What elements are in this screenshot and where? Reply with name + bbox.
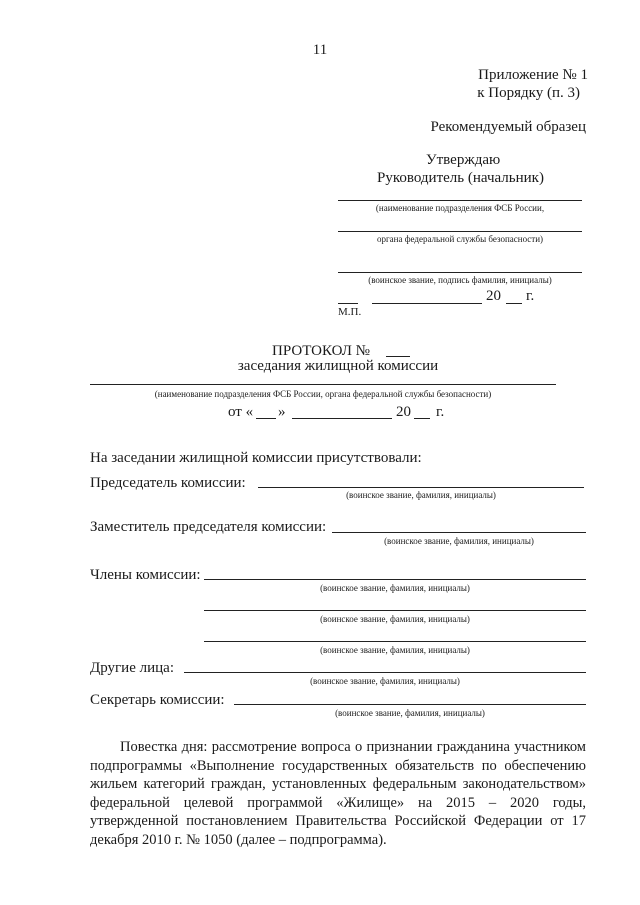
sample-note: Рекомендуемый образец bbox=[430, 119, 586, 135]
approval-year-suffix: г. bbox=[526, 288, 535, 304]
date-month-line bbox=[292, 418, 392, 419]
members-line-1 bbox=[204, 579, 586, 580]
members-caption-1: (воинское звание, фамилия, инициалы) bbox=[320, 583, 470, 593]
approval-year-text: 20 bbox=[486, 288, 501, 304]
members-label: Члены комиссии: bbox=[90, 567, 201, 583]
others-label: Другие лица: bbox=[90, 660, 174, 676]
deputy-line bbox=[332, 532, 586, 533]
attendance-heading: На заседании жилищной комиссии присутствовали: bbox=[90, 450, 422, 466]
agenda-paragraph: Повестка дня: рассмотрение вопроса о признании гражданина участником подпрограммы «Выполнение государственных обязательств по обеспечению жильем категорий граждан, установленных федеральным законодательством» федеральной целевой программой «Жилище» на 2015 – 2020 годы, утвержденной постановлением Правительства Российской Федерации от 17 декабря 2010 г. № 1050 (далее – подпрограмма). bbox=[90, 739, 586, 848]
date-year: 20 bbox=[396, 404, 411, 420]
chairman-line bbox=[258, 487, 584, 488]
members-caption-2: (воинское звание, фамилия, инициалы) bbox=[320, 614, 470, 624]
chairman-caption: (воинское звание, фамилия, инициалы) bbox=[346, 490, 496, 500]
secretary-label: Секретарь комиссии: bbox=[90, 692, 225, 708]
protocol-title: ПРОТОКОЛ № bbox=[272, 343, 370, 359]
deputy-caption: (воинское звание, фамилия, инициалы) bbox=[384, 536, 534, 546]
appendix-line-2: к Порядку (п. 3) bbox=[477, 85, 580, 101]
approval-caption-3: (воинское звание, подпись фамилия, инициалы) bbox=[368, 275, 552, 285]
date-day-line bbox=[256, 418, 276, 419]
secretary-caption: (воинское звание, фамилия, инициалы) bbox=[335, 708, 485, 718]
approval-line-2 bbox=[338, 231, 582, 232]
unit-line bbox=[90, 384, 556, 385]
approval-day-line bbox=[338, 303, 358, 304]
approval-year-line bbox=[506, 303, 522, 304]
approve-label: Утверждаю bbox=[426, 152, 501, 168]
approval-month-line bbox=[372, 303, 482, 304]
protocol-subtitle: заседания жилищной комиссии bbox=[237, 358, 439, 374]
others-line bbox=[184, 672, 586, 673]
date-suffix: г. bbox=[436, 404, 445, 420]
members-line-3 bbox=[204, 641, 586, 642]
unit-caption: (наименование подразделения ФСБ России, органа федеральной службы безопасности) bbox=[154, 389, 492, 399]
stamp-label: М.П. bbox=[338, 306, 362, 318]
page-number: 11 bbox=[312, 42, 328, 58]
members-line-2 bbox=[204, 610, 586, 611]
date-mid: » bbox=[278, 404, 286, 420]
secretary-line bbox=[234, 704, 586, 705]
members-caption-3: (воинское звание, фамилия, инициалы) bbox=[320, 645, 470, 655]
approval-line-3 bbox=[338, 272, 582, 273]
others-caption: (воинское звание, фамилия, инициалы) bbox=[310, 676, 460, 686]
date-prefix: от « bbox=[228, 404, 254, 420]
appendix-line-1: Приложение № 1 bbox=[478, 67, 588, 83]
chairman-label: Председатель комиссии: bbox=[90, 475, 246, 491]
deputy-label: Заместитель председателя комиссии: bbox=[90, 519, 327, 535]
approval-caption-2: органа федеральной службы безопасности) bbox=[376, 234, 544, 244]
head-label: Руководитель (начальник) bbox=[377, 170, 544, 186]
approval-caption-1: (наименование подразделения ФСБ России, bbox=[375, 203, 545, 213]
approval-line-1 bbox=[338, 200, 582, 201]
date-year-line bbox=[414, 418, 430, 419]
